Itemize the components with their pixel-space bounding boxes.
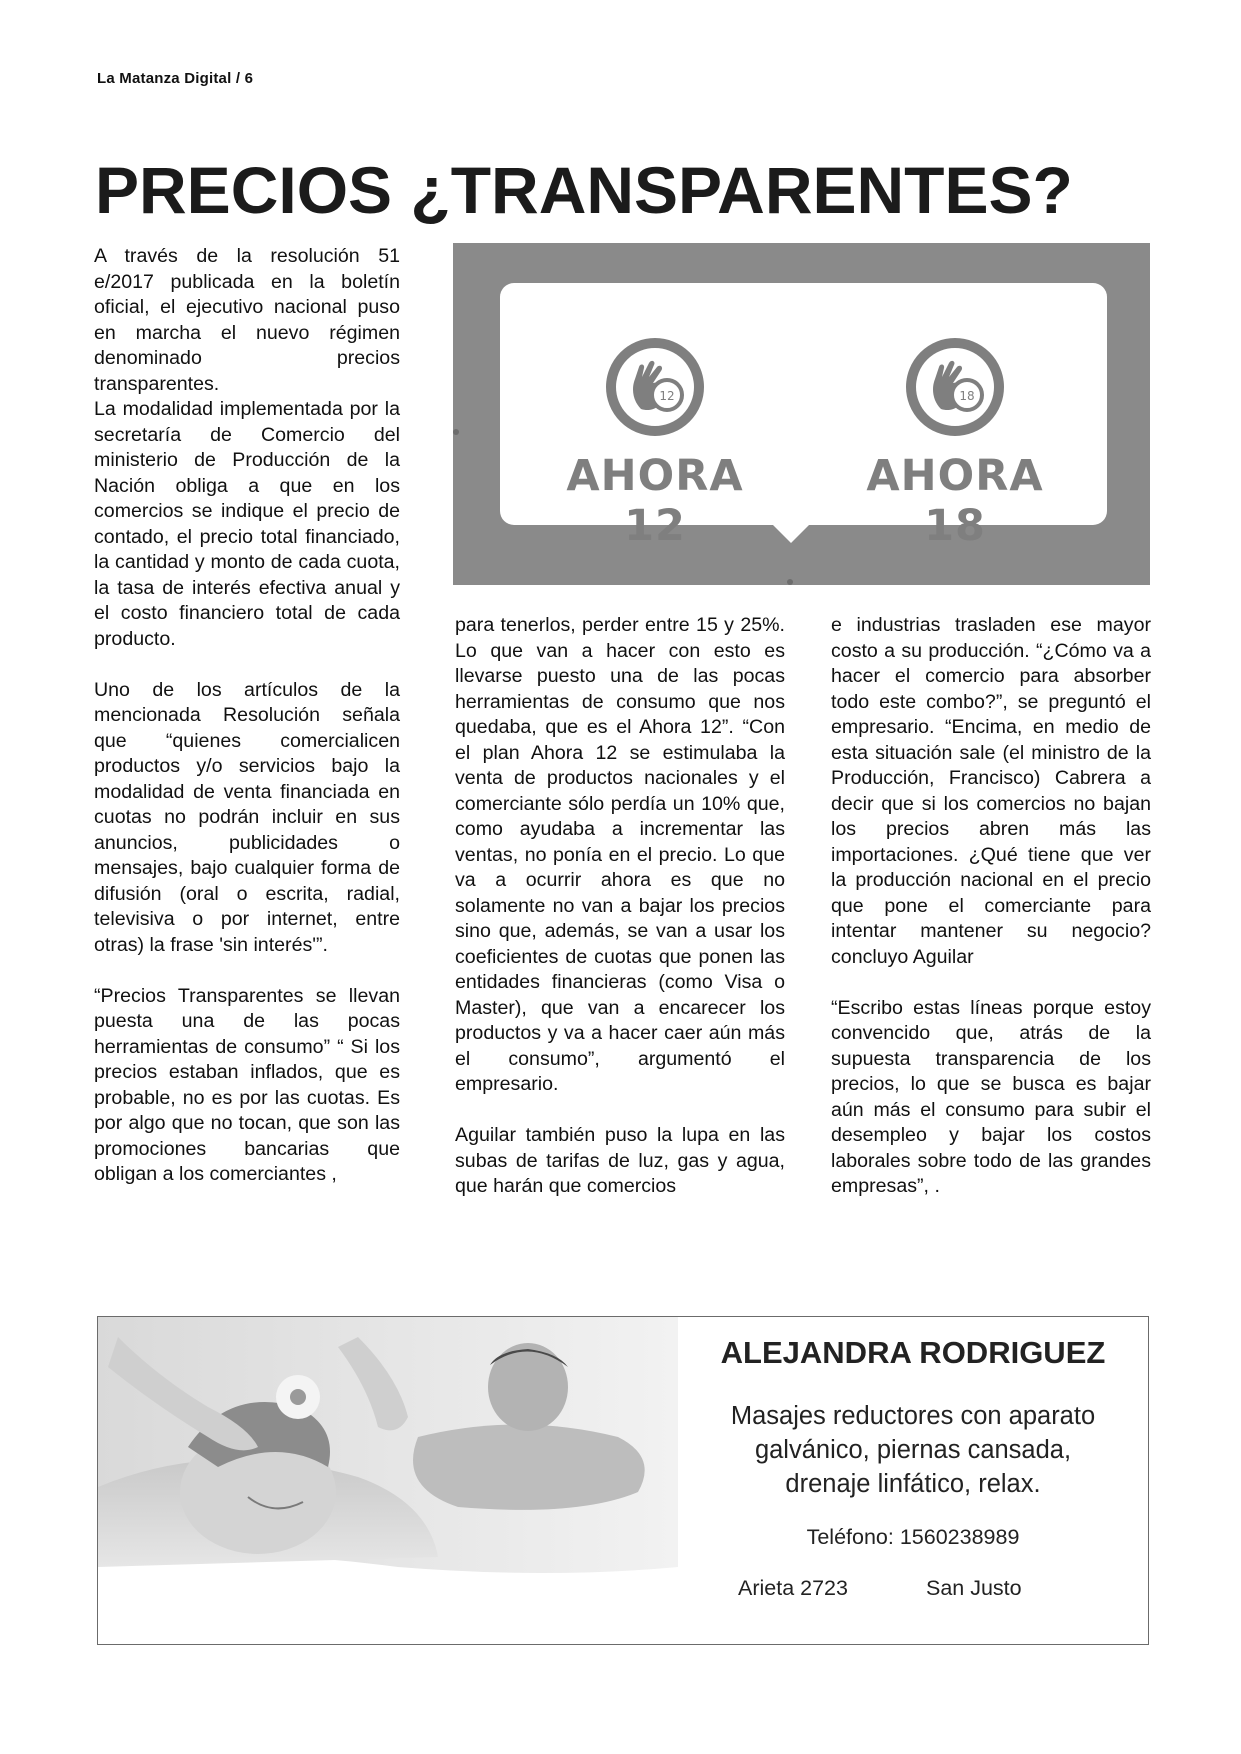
hand-ok-icon <box>905 337 1005 437</box>
description-line: galvánico, piernas cansada, <box>754 1436 1072 1464</box>
paragraph: “Escribo estas líneas porque estoy convencido que, atrás de la supuesta transparencia de los precios, lo que se busca es bajar aún más el consumo para subir el desempleo y bajar los costos laborales sobre todo de las grandes empresas”, . <box>831 996 1151 1197</box>
phone-number: Teléfono: 1560238989 <box>806 1525 1020 1549</box>
massage-advertisement <box>97 1316 1149 1645</box>
plan-badge: 18 <box>959 389 975 403</box>
street-address: Arieta 2723 <box>738 1576 848 1600</box>
promo-card-pointer <box>769 521 813 543</box>
paragraph: “Precios Transparentes se llevan puesta una de las pocas herramientas de consumo” “ Si los precios estaban inflados, que es probable, no es por las cuotas. Es por algo que no tocan, que son las promociones bancarias que obligan a los comerciantes , <box>94 984 400 1185</box>
paragraph: A través de la resolución 51 e/2017 publicada en la boletín oficial, el ejecutivo nacional puso en marcha el nuevo régimen denominado precios transparentes. <box>94 245 400 395</box>
decorative-dot <box>453 429 459 435</box>
paragraph: e industrias trasladen ese mayor costo a su producción. “¿Cómo va a hacer el comercio para absorber todo este combo?”, se preguntó el empresario. “Encima, en medio de esta situación sale (el ministro de la Producción, Francisco) Cabrera a decir que si los comercios no bajan los precios abren más las importaciones. ¿Qué tiene que ver la producción nacional en el precio que pone el comerciante para intentar mantener su negocio? concluyo Aguilar <box>831 614 1151 968</box>
running-head <box>97 70 253 87</box>
advertiser-name: ALEJANDRA RODRIGUEZ <box>720 1335 1106 1370</box>
plan-label: AHORA 12 <box>566 451 744 551</box>
publication-name: La Matanza Digital <box>97 70 232 87</box>
promo-card <box>500 283 1107 551</box>
page-number: / 6 <box>235 70 254 87</box>
article-column-2 <box>455 613 785 1225</box>
plan-ahora-18 <box>830 337 1080 551</box>
decorative-dot <box>787 579 793 585</box>
paragraph: Uno de los artículos de la mencionada Resolución señala que “quienes comercialicen productos y/o servicios bajo la modalidad de venta financiada en cuotas no podrán incluir en sus anuncios, publicidades o mensajes, bajo cualquier forma de difusión (oral o escrita, radial, televisiva o por internet, entre otras) la frase 'sin interés'”. <box>94 678 400 956</box>
hand-ok-icon <box>605 337 705 437</box>
paragraph: para tenerlos, perder entre 15 y 25%. Lo que van a hacer con esto es llevarse puesto una de las pocas herramientas de consumo que nos quedaba, que es el Ahora 12”. “Con el plan Ahora 12 se estimulaba la venta de productos nacionales y el comerciante sólo perdía un 10% que, como ayudaba a incrementar las ventas, no ponía en el precio. Lo que va a ocurrir ahora es que no solamente no van a bajar los precios sino que, además, se van a usar los coeficientes de cuotas que ponen las entidades financieras (como Visa o Master), que van a encarecer los productos y va a hacer caer aún más el consumo”, argumentó el empresario. <box>455 614 785 1095</box>
plan-badge: 12 <box>659 389 675 403</box>
massage-photo <box>98 1317 678 1601</box>
city-name: San Justo <box>926 1576 1022 1600</box>
plan-ahora-12 <box>530 337 780 551</box>
article-column-1 <box>94 244 400 1213</box>
service-description <box>688 1399 1138 1501</box>
description-line: drenaje linfático, relax. <box>785 1470 1041 1498</box>
article-column-3 <box>831 613 1151 1225</box>
paragraph: La modalidad implementada por la secretaría de Comercio del ministerio de Producción de la Nación obliga a que en los comercios se indique el precio de contado, el precio total financiado, la cantidad y monto de cada cuota, la tasa de interés efectiva anual y el costo financiero total de cada producto. <box>94 398 400 650</box>
ahora-plans-figure <box>453 243 1150 585</box>
description-line: Masajes reductores con aparato <box>730 1402 1096 1430</box>
plan-label: AHORA 18 <box>866 451 1044 551</box>
article-headline: PRECIOS ¿TRANSPARENTES? <box>95 153 1073 227</box>
paragraph: Aguilar también puso la lupa en las subas de tarifas de luz, gas y agua, que harán que comercios <box>455 1124 785 1197</box>
